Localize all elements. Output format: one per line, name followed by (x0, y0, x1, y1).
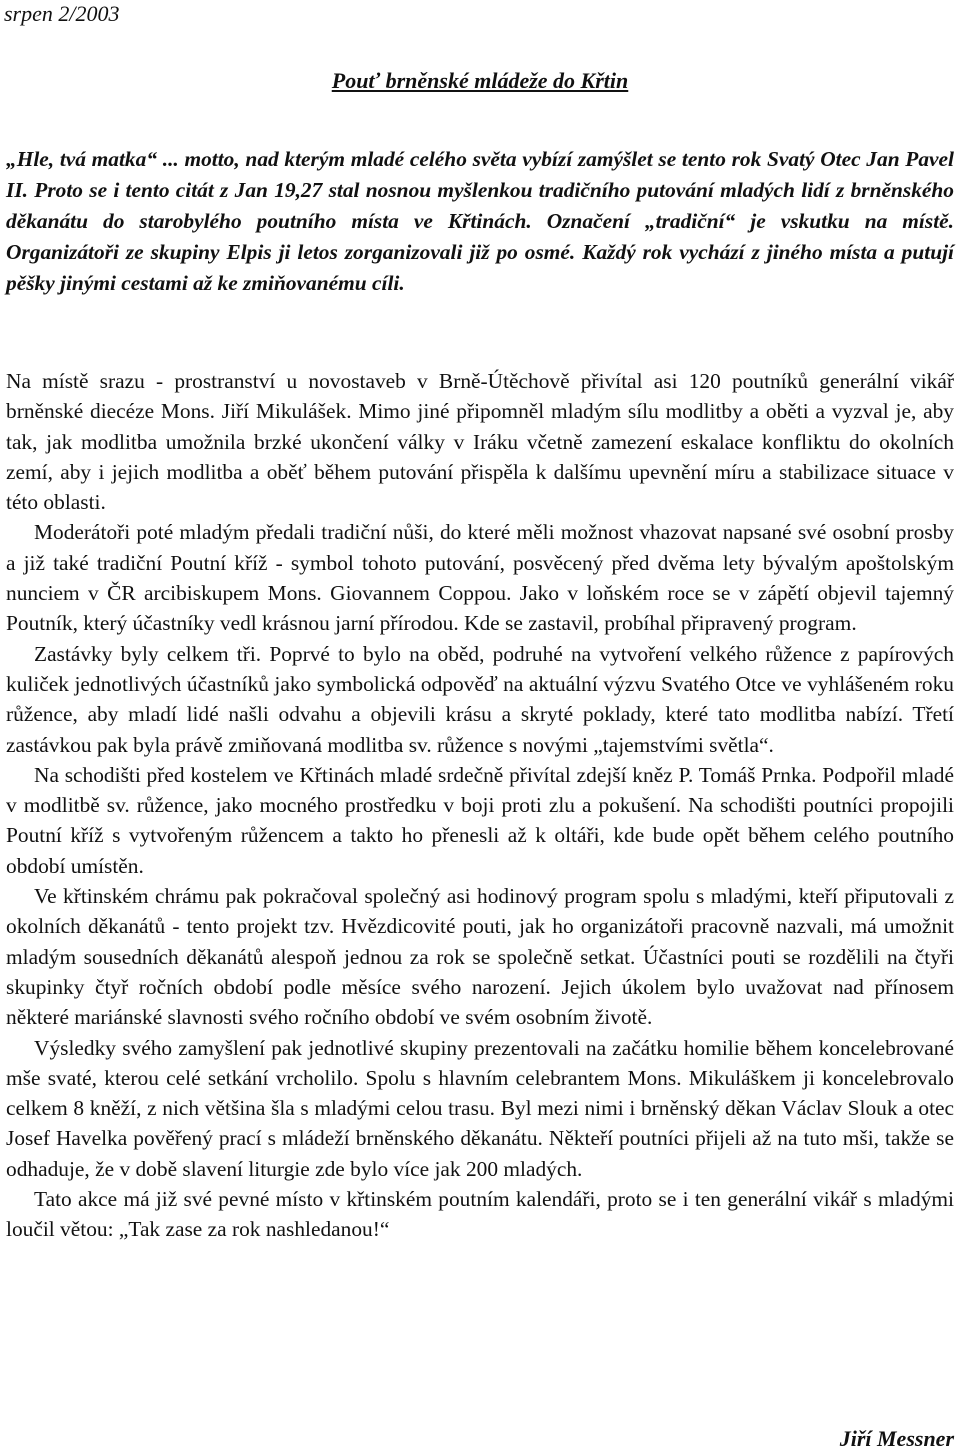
author-signature: Jiří Messner (839, 1426, 954, 1451)
article-title: Pouť brněnské mládeže do Křtin (331, 68, 629, 93)
paragraph: Zastávky byly celkem tři. Poprvé to bylo na oběd, podruhé na vytvoření velkého růžence z papírových kuliček jednotlivých účastníků jako symbolická odpověď na aktuální výzvu Svatého Otce ve vyhlášeném roku růžence, aby mladí lidé našli odvahu a objevili krásu a skryté poklady, které tato modlitba nabízí. Třetí zastávkou pak byla právě zmiňovaná modlitba sv. růžence s novými „tajemstvími světla“. (6, 641, 954, 757)
paragraph: Na místě srazu - prostranství u novostaveb v Brně-Útěchově přivítal asi 120 poutníků generální vikář brněnské diecéze Mons. Jiří Mikulášek. Mimo jiné připomněl mladým sílu modlitby a oběti a vyzval je, aby tak, jak modlitba umožnila brzké ukončení války v Iráku včetně zamezení eskalace konfliktu do okolních zemí, aby i jejich modlitba a oběť během putování přispěla k dalšímu upevnění míru a stabilizace situace v této oblasti. (6, 369, 954, 515)
paragraph: Ve křtinském chrámu pak pokračoval společný asi hodinový program spolu s mladými, kteří připutovali z okolních děkanátů - tento projekt tzv. Hvězdicovité pouti, jak ho organizátoři pracovně nazvali, má umožnit mladým sousedních děkanátů alespoň jednou za rok se společně setkat. Účastníci pouti se rozdělili na čtyři skupinky čtyř ročních období podle měsíce svého narození. Jejich úkolem bylo uvažovat nad přínosem některé mariánské slavnosti svého ročního období ve svém osobním životě. (6, 884, 954, 1030)
article-intro: „Hle, tvá matka“ ... motto, nad kterým mladé celého světa vybízí zamýšlet se tento rok Svatý Otec Jan Pavel II. Proto se i tento citát z Jan 19,27 stal nosnou myšlenkou tradičního putování mladých lidí z brněnského děkanátu do starobylého poutního místa ve Křtinách. Označení „tradiční“ je vskutku na místě. Organizátoři ze skupiny Elpis ji letos zorganizovali již po osmé. Každý rok vychází z jiného místa a putují pěšky jinými cestami až ke zmiňovanému cíli. (6, 147, 954, 295)
issue-date: srpen 2/2003 (4, 1, 120, 26)
article-body (6, 366, 954, 1245)
paragraph: Na schodišti před kostelem ve Křtinách mladé srdečně přivítal zdejší kněz P. Tomáš Prnka. Podpořil mladé v modlitbě sv. růžence, jako mocného prostředku v boji proti zlu a pokušení. Na schodišti poutníci propojili Poutní kříž s vytvořeným růžencem a takto ho přenesli až k oltáři, kde bude opět během celého poutního období umístěn. (6, 762, 954, 878)
paragraph: Moderátoři poté mladým předali tradiční nůši, do které měli možnost vhazovat napsané své osobní prosby a již také tradiční Poutní kříž - symbol tohoto putování, posvěcený před dvěma lety bývalým apoštolským nunciem v ČR arcibiskupem Mons. Giovannem Coppou. Jako v loňském roce se v zápětí objevil tajemný Poutník, který účastníky vedl krásnou jarní přírodou. Kde se zastavil, probíhal připravený program. (6, 520, 954, 636)
paragraph: Výsledky svého zamyšlení pak jednotlivé skupiny prezentovali na začátku homilie během koncelebrované mše svaté, kterou celé setkání vrcholilo. Spolu s hlavním celebrantem Mons. Mikuláškem ji koncelebrovalo celkem 8 kněží, z nich většina šla s mladými celou trasu. Byl mezi nimi i brněnský děkan Václav Slouk a otec Josef Havelka pověřený prací s mládeží brněnského děkanátu. Někteří poutníci přijeli až na tuto mši, takže se odhaduje, že v době slavení liturgie zde bylo více jak 200 mladých. (6, 1035, 954, 1181)
paragraph: Tato akce má již své pevné místo v křtinském poutním kalendáři, proto se i ten generální vikář s mladými loučil větou: „Tak zase za rok nashledanou!“ (6, 1187, 954, 1242)
